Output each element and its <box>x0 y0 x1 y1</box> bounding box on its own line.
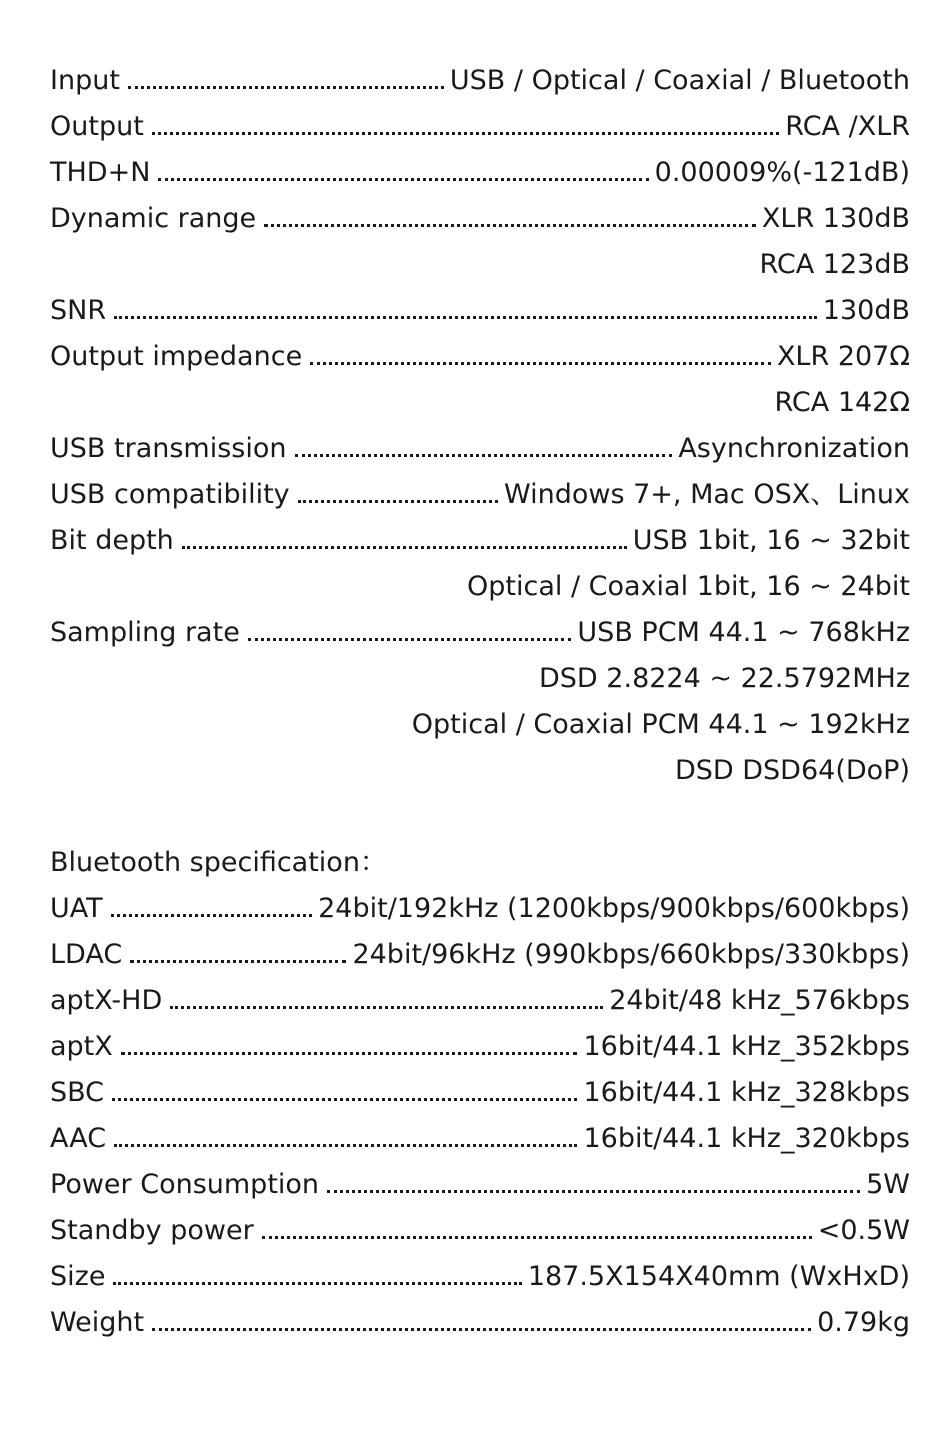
spec-sheet <box>50 58 910 1346</box>
spec-value: Optical / Coaxial PCM 44.1 ~ 192kHz <box>411 709 910 740</box>
spec-label: SBC <box>50 1077 105 1108</box>
spec-row-usb-transmission <box>50 426 910 472</box>
spec-row-continuation <box>50 656 910 702</box>
dot-leader <box>310 362 771 365</box>
spec-value: 16bit/44.1 kHz_328kbps <box>583 1077 910 1108</box>
dot-leader <box>327 1190 860 1193</box>
dot-leader <box>182 546 627 549</box>
spec-value: 130dB <box>822 295 910 326</box>
spec-label: Input <box>50 65 120 96</box>
dot-leader <box>170 1006 603 1009</box>
dot-leader <box>262 1236 812 1239</box>
spec-label: Weight <box>50 1307 145 1338</box>
spec-label: Sampling rate <box>50 617 240 648</box>
spec-label: SNR <box>50 295 107 326</box>
spec-value: USB / Optical / Coaxial / Bluetooth <box>449 65 910 96</box>
spec-label: Power Consumption <box>50 1169 320 1200</box>
spec-row-output <box>50 104 910 150</box>
spec-label: Bit depth <box>50 525 174 556</box>
spec-value: RCA 142Ω <box>774 387 910 418</box>
spec-row-sampling-rate <box>50 610 910 656</box>
spec-label: THD+N <box>50 157 151 188</box>
spec-value: DSD 2.8224 ~ 22.5792MHz <box>539 663 910 694</box>
dot-leader <box>121 1052 578 1055</box>
spec-row-uat <box>50 886 910 932</box>
dot-leader <box>152 132 779 135</box>
spec-label: Output impedance <box>50 341 303 372</box>
dot-leader <box>264 224 756 227</box>
dot-leader <box>112 1098 577 1101</box>
spec-label: LDAC <box>50 939 123 970</box>
spec-row-standby-power <box>50 1208 910 1254</box>
spec-value: Optical / Coaxial 1bit, 16 ~ 24bit <box>467 571 910 602</box>
dot-leader <box>111 914 312 917</box>
spec-row-continuation <box>50 748 910 794</box>
dot-leader <box>128 86 444 89</box>
spec-value: USB PCM 44.1 ~ 768kHz <box>577 617 910 648</box>
spec-row-weight <box>50 1300 910 1346</box>
spec-value: RCA 123dB <box>759 249 910 280</box>
spec-value: USB 1bit, 16 ~ 32bit <box>632 525 910 556</box>
dot-leader <box>130 960 346 963</box>
spec-row-input <box>50 58 910 104</box>
bluetooth-heading: Bluetooth specification： <box>50 847 387 878</box>
spec-value: Asynchronization <box>678 433 910 464</box>
section-spacer <box>50 794 910 840</box>
spec-label: AAC <box>50 1123 107 1154</box>
spec-label: UAT <box>50 893 103 924</box>
dot-leader <box>295 454 673 457</box>
dot-leader <box>113 1282 521 1285</box>
spec-label: aptX <box>50 1031 113 1062</box>
spec-row-usb-compatibility <box>50 472 910 518</box>
spec-row-thd-n <box>50 150 910 196</box>
spec-label: USB transmission <box>50 433 287 464</box>
spec-value: <0.5W <box>817 1215 910 1246</box>
dot-leader <box>248 638 572 641</box>
spec-value: 24bit/192kHz (1200kbps/900kbps/600kbps) <box>318 893 910 924</box>
spec-label: aptX-HD <box>50 985 163 1016</box>
spec-value: XLR 207Ω <box>776 341 910 372</box>
dot-leader <box>152 1328 811 1331</box>
spec-label: Size <box>50 1261 106 1292</box>
spec-row-output-impedance <box>50 334 910 380</box>
spec-row-dynamic-range <box>50 196 910 242</box>
spec-value: XLR 130dB <box>761 203 910 234</box>
dot-leader <box>114 1144 577 1147</box>
spec-row-aac <box>50 1116 910 1162</box>
spec-value: RCA /XLR <box>785 111 910 142</box>
spec-row-continuation <box>50 380 910 426</box>
dot-leader <box>298 500 498 503</box>
spec-row-bit-depth <box>50 518 910 564</box>
spec-row-aptx-hd <box>50 978 910 1024</box>
spec-row-snr <box>50 288 910 334</box>
spec-label: Output <box>50 111 144 142</box>
spec-value: 0.00009%(-121dB) <box>654 157 910 188</box>
spec-value: 24bit/48 kHz_576kbps <box>609 985 910 1016</box>
spec-row-continuation <box>50 702 910 748</box>
spec-row-continuation <box>50 564 910 610</box>
spec-value: 24bit/96kHz (990kbps/660kbps/330kbps) <box>352 939 910 970</box>
spec-row-aptx <box>50 1024 910 1070</box>
dot-leader <box>114 316 817 319</box>
spec-value: Windows 7+, Mac OSX、Linux <box>504 479 910 510</box>
spec-label: Dynamic range <box>50 203 257 234</box>
spec-value: 0.79kg <box>817 1307 910 1338</box>
spec-value: 5W <box>866 1169 910 1200</box>
spec-row-continuation <box>50 242 910 288</box>
spec-value: 187.5X154X40mm (WxHxD) <box>527 1261 910 1292</box>
spec-value: DSD DSD64(DoP) <box>674 755 910 786</box>
spec-label: Standby power <box>50 1215 254 1246</box>
spec-value: 16bit/44.1 kHz_320kbps <box>583 1123 910 1154</box>
spec-label: USB compatibility <box>50 479 290 510</box>
spec-value: 16bit/44.1 kHz_352kbps <box>583 1031 910 1062</box>
dot-leader <box>158 178 648 181</box>
spec-row-ldac <box>50 932 910 978</box>
spec-row-power-consumption <box>50 1162 910 1208</box>
spec-row-size <box>50 1254 910 1300</box>
spec-row-sbc <box>50 1070 910 1116</box>
